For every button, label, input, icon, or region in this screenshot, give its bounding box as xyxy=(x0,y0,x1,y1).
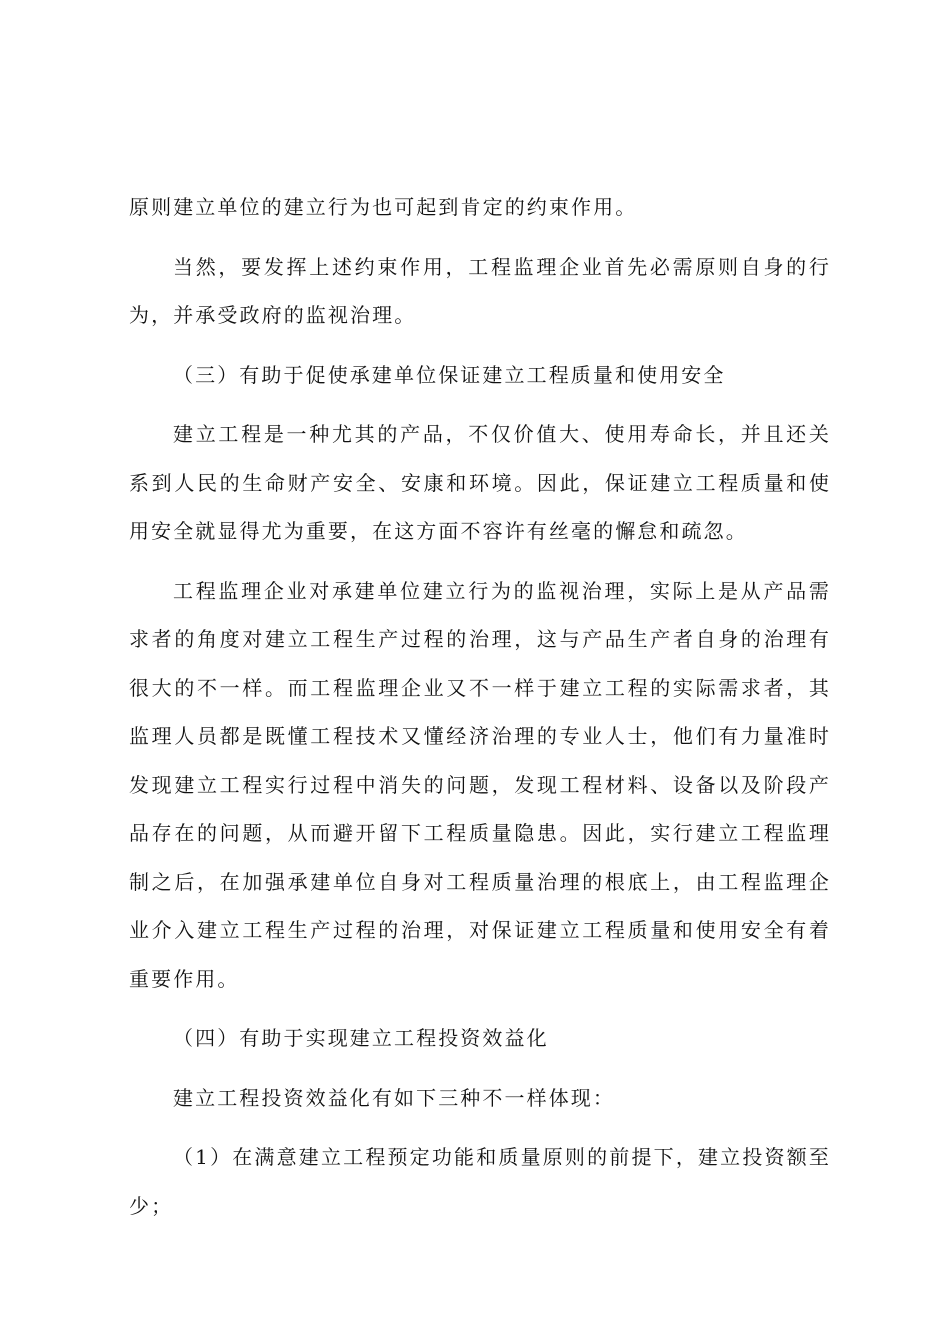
section-heading-4: （四）有助于实现建立工程投资效益化 xyxy=(173,1026,549,1050)
document-body xyxy=(129,183,831,1241)
paragraph-benefit-intro: 建立工程投资效益化有如下三种不一样体现： xyxy=(173,1085,615,1110)
paragraph-constraint-note: 当然，要发挥上述约束作用，工程监理企业首先必需原则自身的行为，并承受政府的监视治理。 xyxy=(129,254,831,327)
paragraph-quality-importance: 建立工程是一种尤其的产品，不仅价值大、使用寿命长，并且还关系到人民的生命财产安全、安康和环境。因此，保证建立工程质量和使用安全就显得尤为重要，在这方面不容许有丝毫的懈怠和疏忽。 xyxy=(129,422,831,543)
paragraph-supervision-role: 工程监理企业对承建单位建立行为的监视治理，实际上是从产品需求者的角度对建立工程生产过程的治理，这与产品生产者自身的治理有很大的不一样。而工程监理企业又不一样于建立工程的实际需求者，其监理人员都是既懂工程技术又懂经济治理的专业人士，他们有力量准时发现建立工程实行过程中消失的问题，发现工程材料、设备以及阶段产品存在的问题，从而避开留下工程质量隐患。因此，实行建立工程监理制之后，在加强承建单位自身对工程质量治理的根底上，由工程监理企业介入建立工程生产过程的治理，对保证建立工程质量和使用安全有着重要作用。 xyxy=(129,578,831,991)
section-heading-3: （三）有助于促使承建单位保证建立工程质量和使用安全 xyxy=(173,362,726,387)
list-item-1: （1）在满意建立工程预定功能和质量原则的前提下，建立投资额至少； xyxy=(129,1145,831,1218)
paragraph-continuation: 原则建立单位的建立行为也可起到肯定的约束作用。 xyxy=(129,195,638,219)
